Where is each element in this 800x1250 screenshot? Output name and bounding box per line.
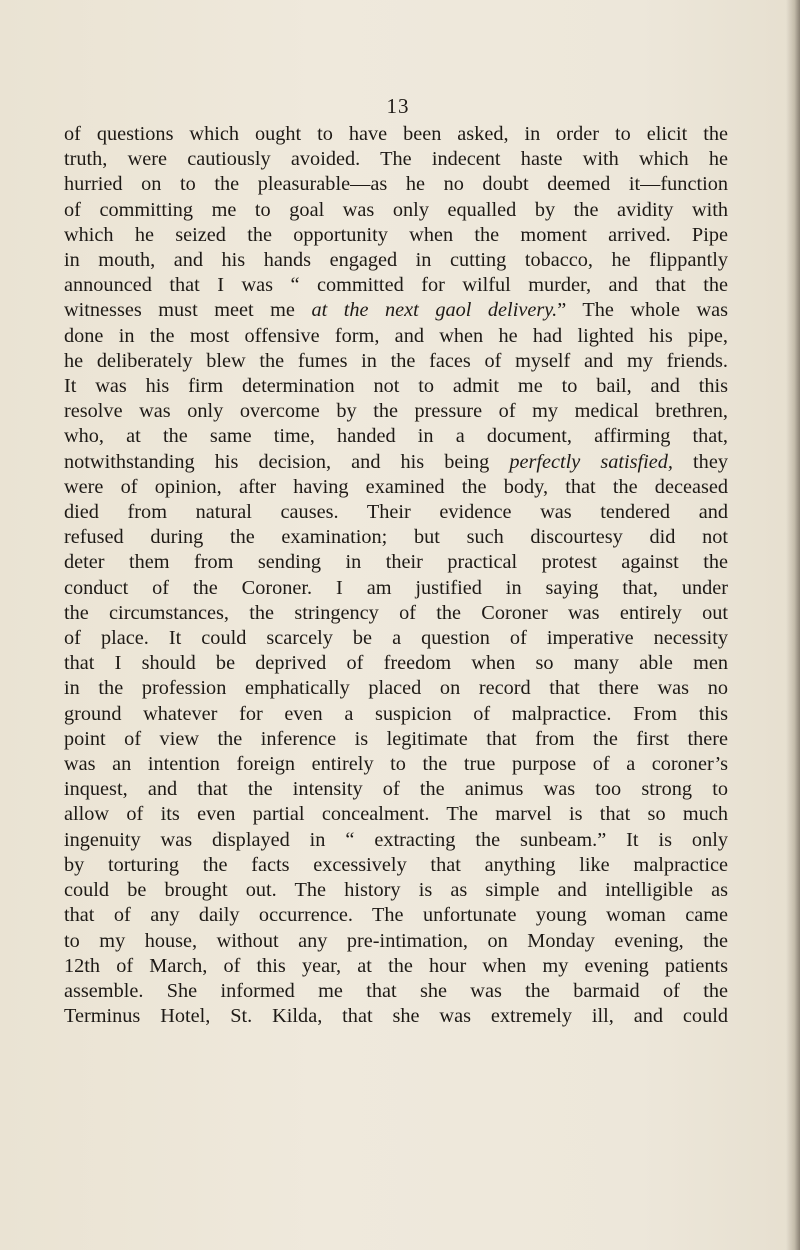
text-line: conduct of the Coroner. I am justified in saying that, under [64,576,728,599]
text-line: ground whatever for even a suspicion of malpractice. From this [64,702,728,725]
text-line: It was his firm determination not to admit me to bail, and this [64,375,728,398]
text-line: who, at the same time, handed in a document, affirming that, [64,425,728,448]
text-line: of committing me to goal was only equalled by the avidity with [64,198,728,221]
text-line: hurried on to the pleasurable—as he no doubt deemed it—function [64,173,728,196]
page-edge-shadow [786,0,800,1250]
text-line: in mouth, and his hands engaged in cutting tobacco, he flippantly [64,249,728,272]
text-line: done in the most offensive form, and when he had lighted his pipe, [64,324,728,347]
text-line: truth, were cautiously avoided. The indecent haste with which he [64,148,728,171]
text-line: allow of its even partial concealment. The marvel is that so much [64,803,728,826]
text-line: announced that I was “ committed for wilful murder, and that the [64,274,728,297]
text-line: which he seized the opportunity when the moment arrived. Pipe [64,223,728,246]
italic-phrase: at the next gaol delivery. [311,299,558,322]
text-line: point of view the inference is legitimate that from the first there [64,727,728,750]
text-line: to my house, without any pre-intimation, on Monday evening, the [64,929,728,952]
text-line: Terminus Hotel, St. Kilda, that she was extremely ill, and could [64,1005,728,1028]
text-line: of place. It could scarcely be a question of imperative necessity [64,627,728,650]
text-line: were of opinion, after having examined the body, that the deceased [64,475,728,498]
text-line: 12th of March, of this year, at the hour when my evening patients [64,954,728,977]
text-line: that I should be deprived of freedom when so many able men [64,652,728,675]
text-line: deter them from sending in their practical protest against the [64,551,728,574]
text-line: assemble. She informed me that she was the barmaid of the [64,979,728,1002]
text-line: the circumstances, the stringency of the Coroner was entirely out [64,601,728,624]
text-line: died from natural causes. Their evidence was tendered and [64,501,728,524]
text-line: could be brought out. The history is as simple and intelligible as [64,879,728,902]
text-line: by torturing the facts excessively that anything like malpractice [64,853,728,876]
body-text [64,122,728,1029]
text-line: notwithstanding his decision, and his being perfectly satisfied, they [64,450,728,473]
text-line: in the profession emphatically placed on record that there was no [64,677,728,700]
italic-phrase: perfectly satisfied, [509,450,673,473]
text-line: resolve was only overcome by the pressure of my medical brethren, [64,400,728,423]
text-line: that of any daily occurrence. The unfortunate young woman came [64,904,728,927]
text-line: refused during the examination; but such discourtesy did not [64,526,728,549]
text-line: was an intention foreign entirely to the true purpose of a coroner’s [64,753,728,776]
page-number: 13 [386,94,410,118]
text-line: witnesses must meet me at the next gaol delivery.” The whole was [64,299,729,322]
text-line: he deliberately blew the fumes in the faces of myself and my friends. [64,349,728,372]
text-line: of questions which ought to have been asked, in order to elicit the [64,123,728,145]
text-line: inquest, and that the intensity of the animus was too strong to [64,778,728,801]
text-line: ingenuity was displayed in “ extracting the sunbeam.” It is only [64,828,728,851]
